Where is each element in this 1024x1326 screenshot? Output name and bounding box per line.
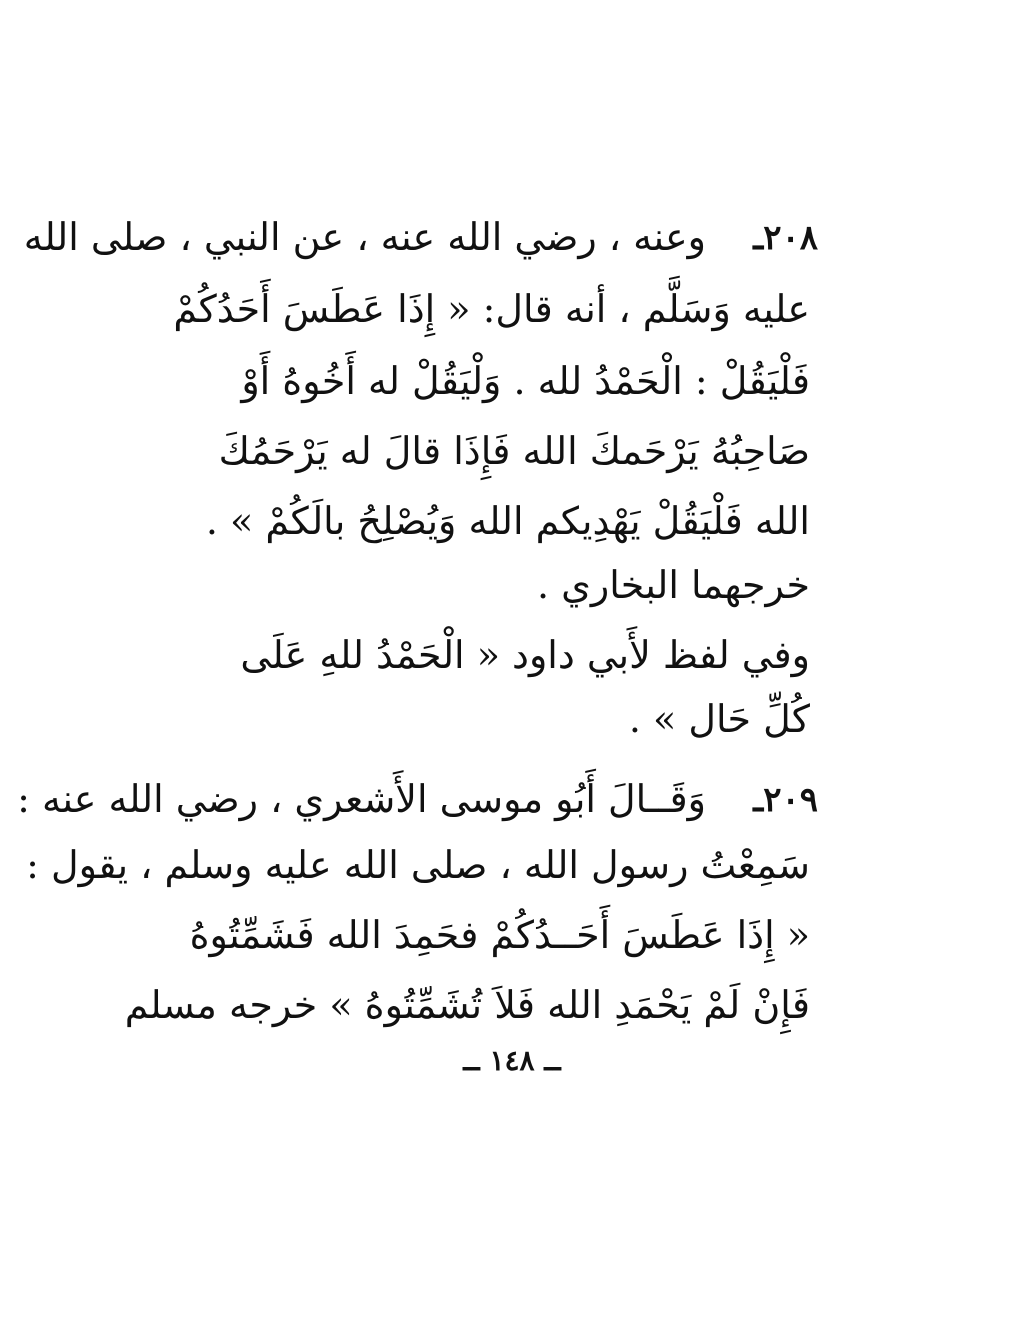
hadith-208-number: ٢٠٨ـ [753, 218, 818, 258]
hadith-209-number: ٢٠٩ـ [753, 780, 818, 820]
hadith-208-line-4: صَاحِبُهُ يَرْحَمكَ الله فَإِذَا قالَ له يَرْحَمُكَ [218, 429, 810, 473]
hadith-208-line-7: وفي لفظ لأَبي داود « الْحَمْدُ للهِ عَلَى [240, 633, 810, 677]
hadith-209-line-1: وَقَــالَ أَبُو موسى الأَشعري ، رضي الله عنه : [17, 777, 706, 821]
hadith-208-line-6: خرجهما البخاري . [536, 563, 810, 607]
hadith-209-line-3: « إِذَا عَطَسَ أَحَــدُكُمْ فحَمِدَ الله فَشَمِّتُوهُ [189, 913, 810, 957]
hadith-208-line-5: الله فَلْيَقُلْ يَهْدِيكم الله وَيُصْلِحُ بالَكُمْ » . [205, 499, 810, 543]
hadith-208-line-2: عليه وَسَلَّم ، أنه قال: « إِذَا عَطَسَ أَحَدُكُمْ [173, 287, 810, 331]
hadith-208-line-3: فَلْيَقُلْ : الْحَمْدُ لله . وَلْيَقُلْ له أَخُوهُ أَوْ [241, 359, 810, 403]
hadith-209-line-2: سَمِعْتُ رسول الله ، صلى الله عليه وسلم ، يقول : [26, 843, 810, 887]
hadith-208-line-8: كُلِّ حَال » . [628, 697, 810, 741]
hadith-209-line-4: فَإِنْ لَمْ يَحْمَدِ الله فَلاَ تُشَمِّتُوهُ » خرجه مسلم [124, 983, 810, 1027]
page-number: ــ ١٤٨ ــ [463, 1044, 561, 1077]
hadith-208-line-1: وعنه ، رضي الله عنه ، عن النبي ، صلى الله [23, 215, 706, 259]
